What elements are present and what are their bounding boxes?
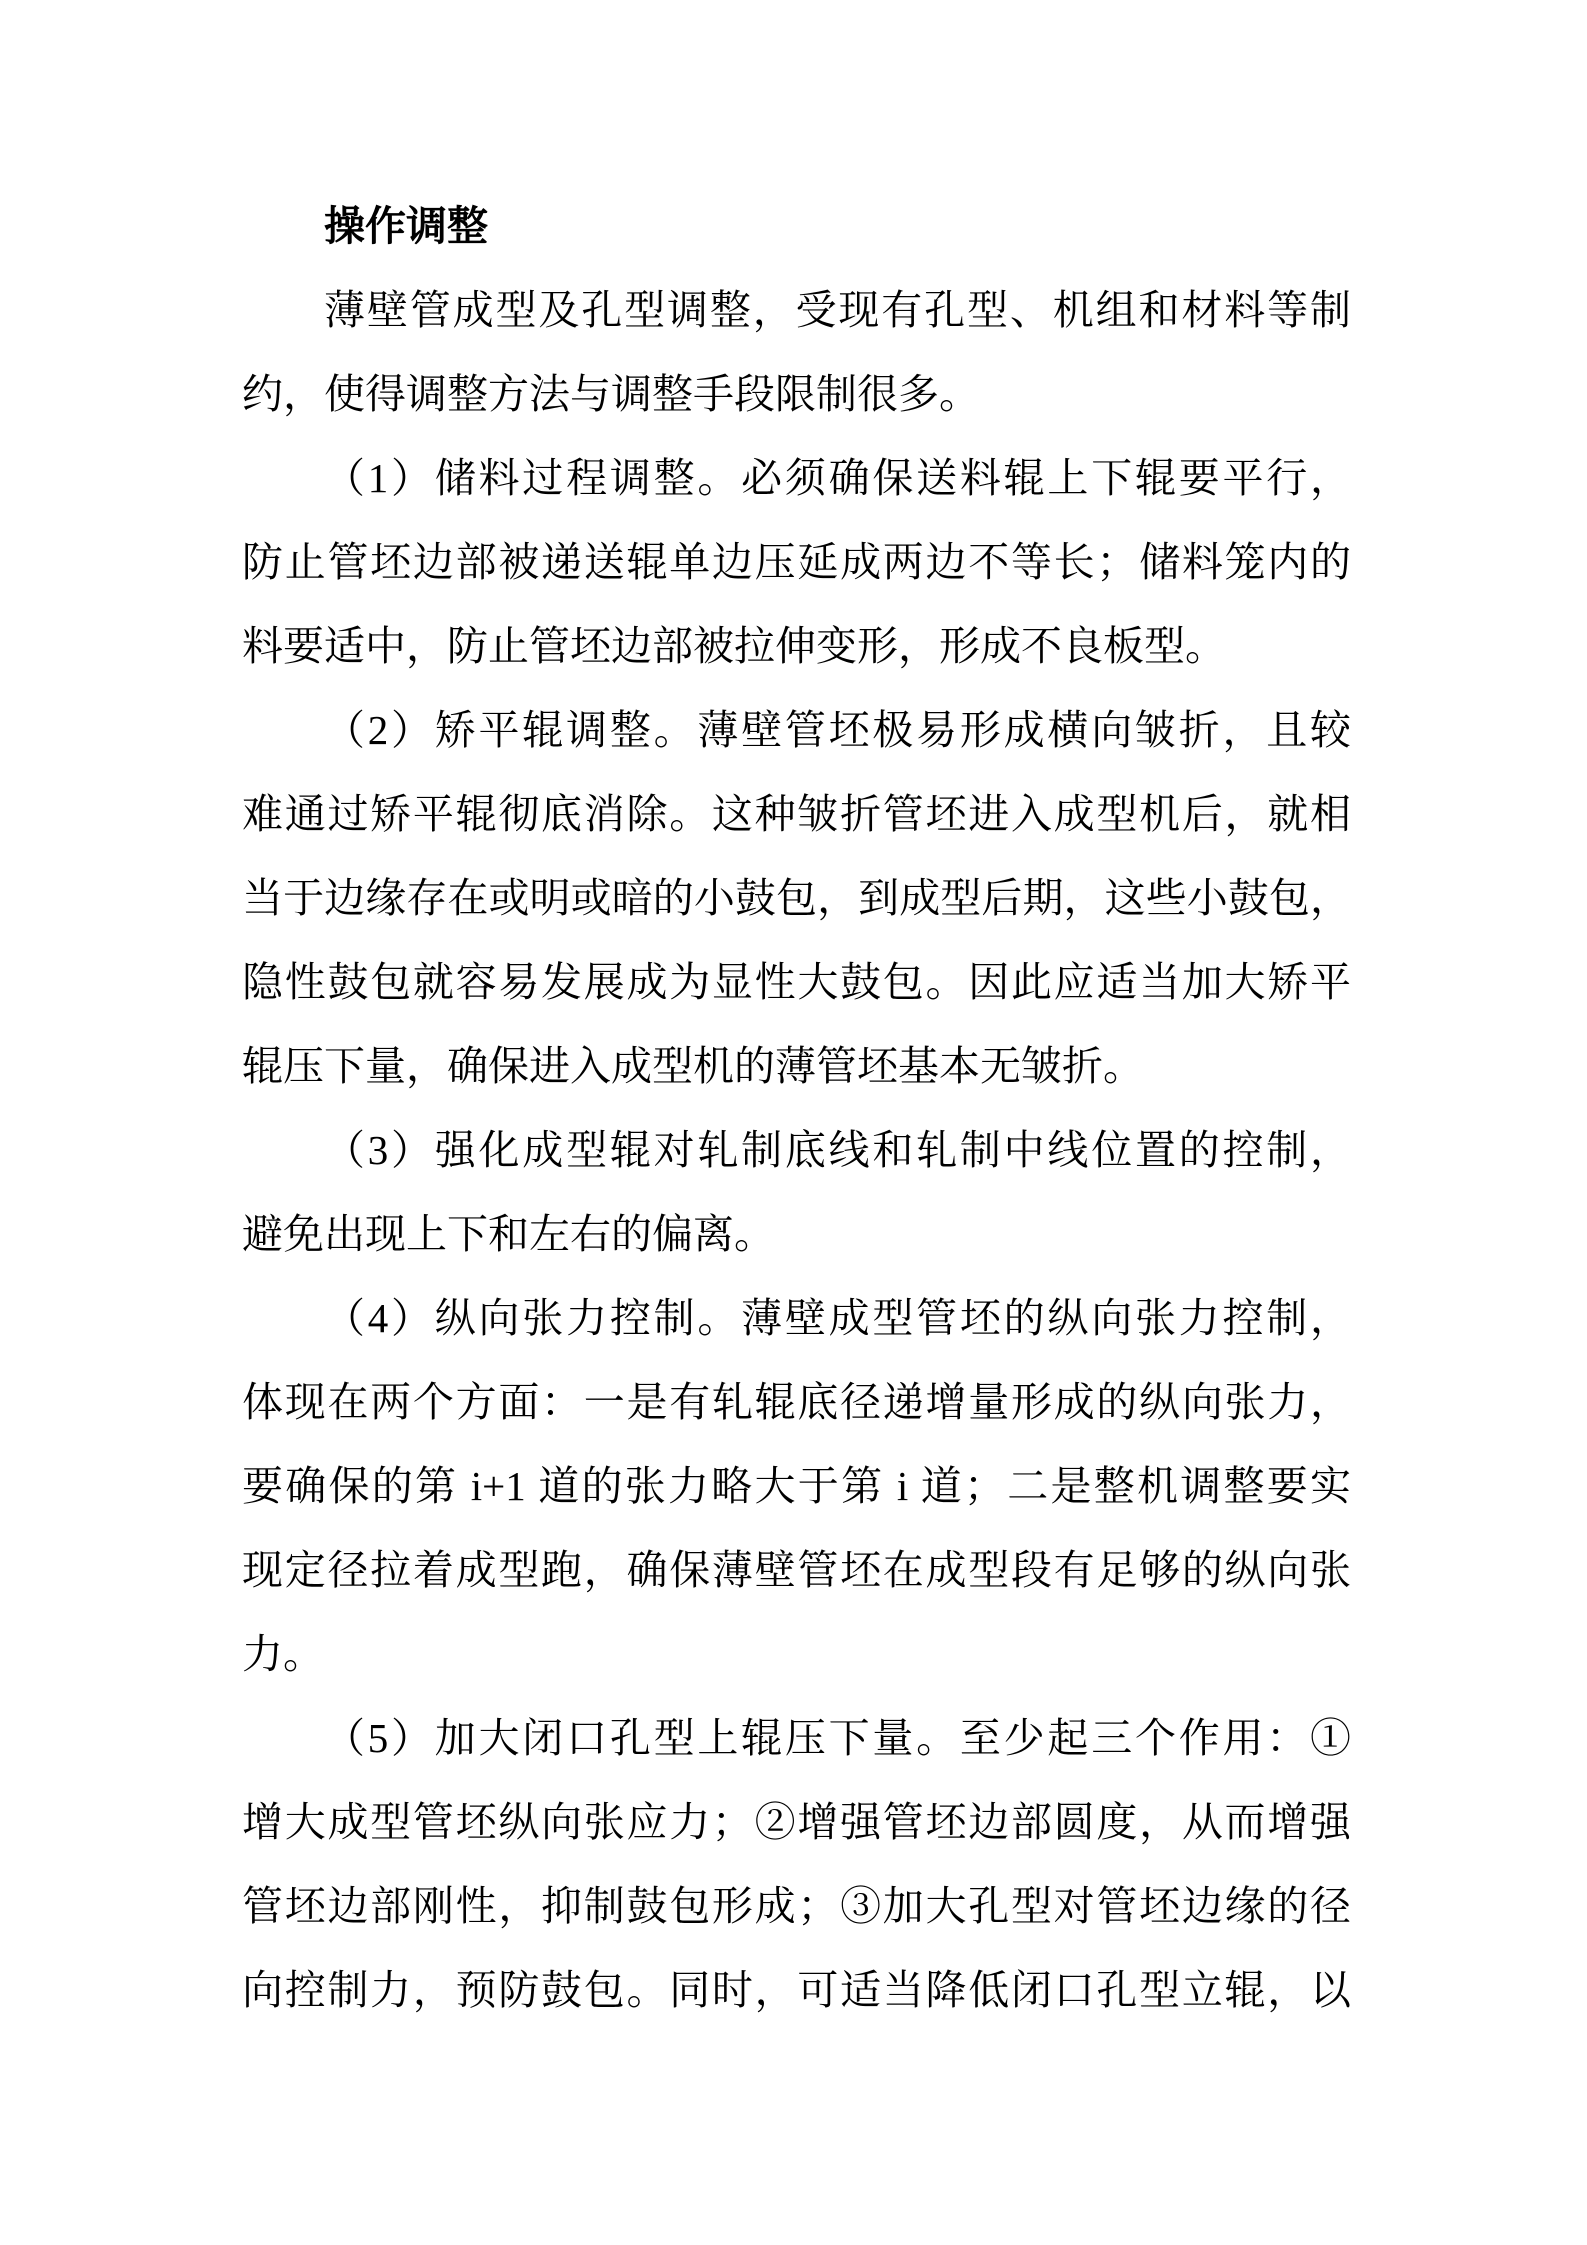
text-line: 向控制力，预防鼓包。同时，可适当降低闭口孔型立辊，以	[242, 1967, 1351, 2013]
text-line: （1）储料过程调整。必须确保送料辊上下辊要平行，	[324, 455, 1351, 501]
text-line: 当于边缘存在或明或暗的小鼓包，到成型后期，这些小鼓包，	[242, 875, 1351, 921]
text-line: 辊压下量，确保进入成型机的薄管坯基本无皱折。	[242, 1043, 1144, 1089]
text-line: 力。	[242, 1631, 324, 1677]
text-line: （4）纵向张力控制。薄壁成型管坯的纵向张力控制，	[324, 1295, 1351, 1341]
text-line: 隐性鼓包就容易发展成为显性大鼓包。因此应适当加大矫平	[242, 959, 1351, 1005]
text-line: 现定径拉着成型跑，确保薄壁管坯在成型段有足够的纵向张	[242, 1547, 1351, 1593]
text-line: 增大成型管坯纵向张应力；②增强管坯边部圆度，从而增强	[242, 1799, 1351, 1845]
text-line: 防止管坯边部被递送辊单边压延成两边不等长；储料笼内的	[242, 539, 1351, 585]
text-line: 避免出现上下和左右的偏离。	[242, 1211, 775, 1257]
text-line: （2）矫平辊调整。薄壁管坯极易形成横向皱折，且较	[324, 707, 1351, 753]
text-line: （5）加大闭口孔型上辊压下量。至少起三个作用：①	[324, 1715, 1351, 1761]
text-line: 料要适中，防止管坯边部被拉伸变形，形成不良板型。	[242, 623, 1226, 669]
text-line: （3）强化成型辊对轧制底线和轧制中线位置的控制，	[324, 1127, 1351, 1173]
document-body	[242, 184, 1351, 2032]
section-heading: 操作调整	[324, 203, 488, 249]
text-line: 难通过矫平辊彻底消除。这种皱折管坯进入成型机后，就相	[242, 791, 1351, 837]
text-line: 薄壁管成型及孔型调整，受现有孔型、机组和材料等制	[324, 287, 1351, 333]
text-line: 体现在两个方面：一是有轧辊底径递增量形成的纵向张力，	[242, 1379, 1351, 1425]
text-line: 管坯边部刚性，抑制鼓包形成；③加大孔型对管坯边缘的径	[242, 1883, 1351, 1929]
text-line: 约，使得调整方法与调整手段限制很多。	[242, 371, 980, 417]
text-line: 要确保的第 i+1 道的张力略大于第 i 道；二是整机调整要实	[242, 1463, 1351, 1509]
